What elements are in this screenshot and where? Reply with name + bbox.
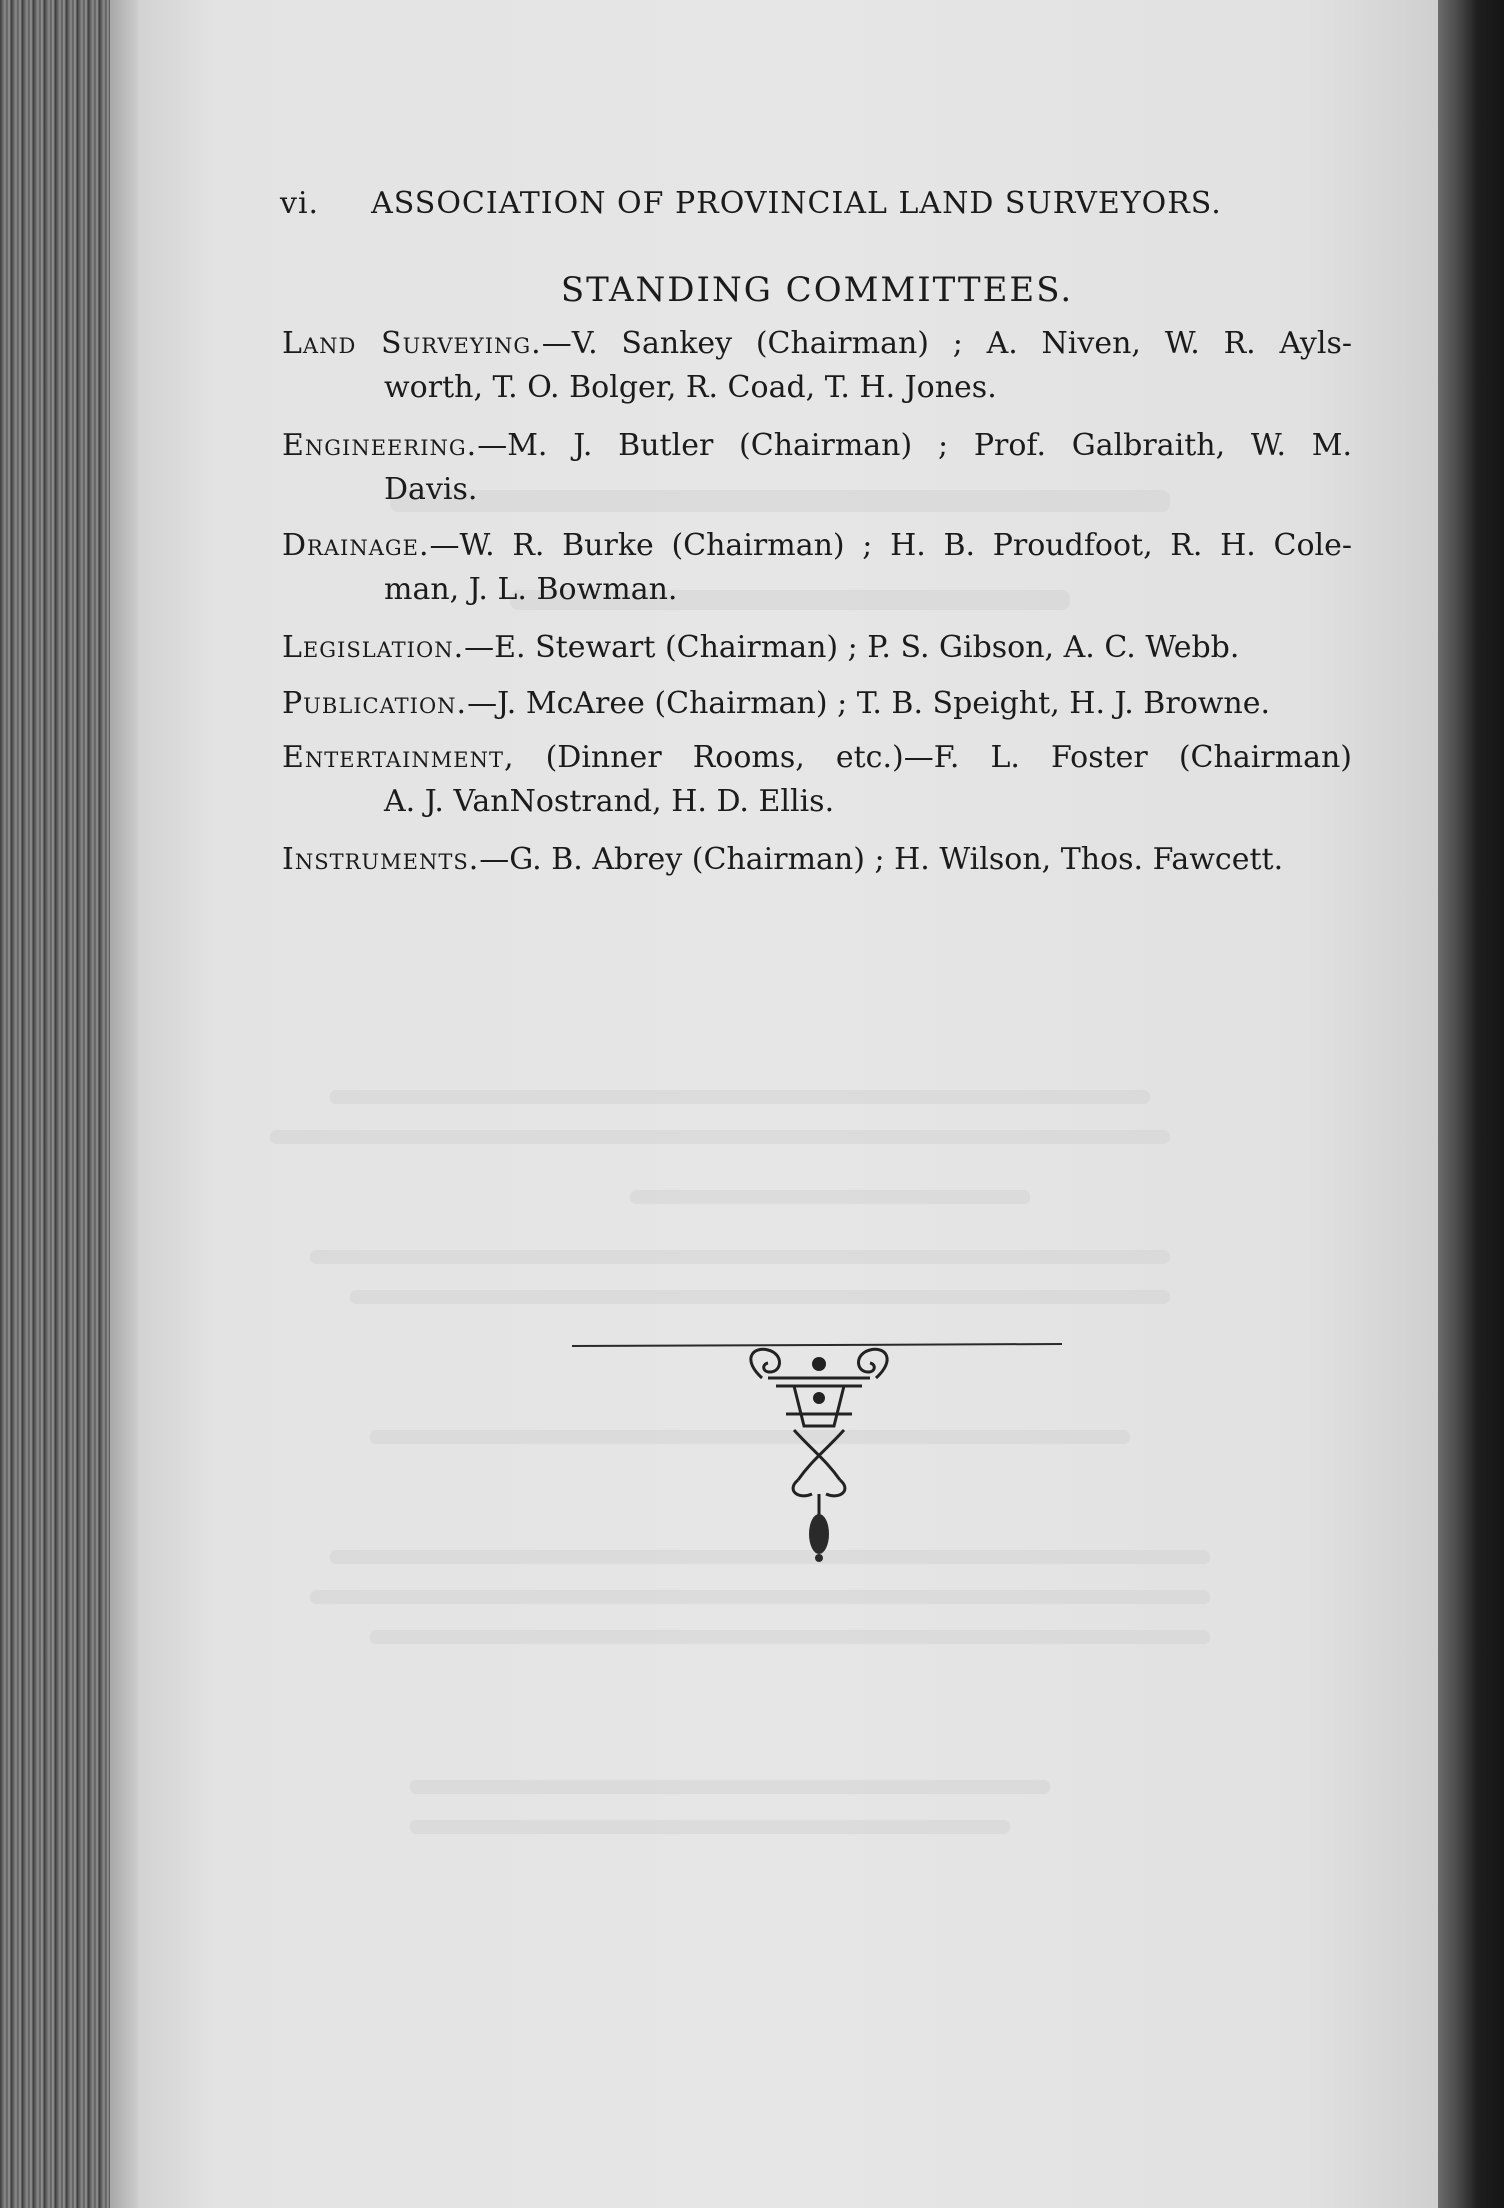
running-head-title: ASSOCIATION OF PROVINCIAL LAND SURVEYORS.	[371, 186, 1222, 221]
committee-name: Instruments.	[282, 842, 480, 877]
page-number: vi.	[280, 186, 320, 221]
stacked-page-edges	[0, 0, 140, 2208]
committee-entry-legislation	[282, 626, 1352, 670]
tailpiece-ornament-icon	[572, 1330, 1072, 1590]
book-binding-edge	[1438, 0, 1504, 2208]
committee-members: —V. Sankey (Chairman) ; A. Niven, W. R. Ayls-	[541, 326, 1352, 361]
committee-members-cont: Davis.	[384, 472, 478, 507]
committee-members-cont: A. J. VanNostrand, H. D. Ellis.	[384, 784, 835, 819]
section-title: STANDING COMMITTEES.	[560, 270, 1074, 310]
committee-name: Land Surveying.	[282, 326, 542, 361]
committee-members: —M. J. Butler (Chairman) ; Prof. Galbraith, W. M.	[477, 428, 1352, 463]
committee-entry-entertainment	[282, 736, 1352, 824]
committee-members: —W. R. Burke (Chairman) ; H. B. Proudfoot, R. H. Cole-	[429, 528, 1352, 563]
committee-members: —J. McAree (Chairman) ; T. B. Speight, H. J. Browne.	[467, 686, 1271, 721]
committee-members: —E. Stewart (Chairman) ; P. S. Gibson, A. C. Webb.	[464, 630, 1240, 665]
committee-members: (Dinner Rooms, etc.)—F. L. Foster (Chairman)	[514, 740, 1352, 775]
committee-name: Legislation.	[282, 630, 465, 665]
committee-name: Drainage.	[282, 528, 430, 563]
committee-entry-engineering	[282, 424, 1352, 512]
committee-entry-land-surveying	[282, 322, 1352, 410]
committee-entry-publication	[282, 682, 1352, 726]
committee-entry-drainage	[282, 524, 1352, 612]
committee-name: Entertainment,	[282, 740, 515, 775]
running-head	[280, 186, 1240, 221]
committee-name: Publication.	[282, 686, 468, 721]
committee-entry-instruments	[282, 838, 1352, 882]
committee-members: —G. B. Abrey (Chairman) ; H. Wilson, Thos. Fawcett.	[479, 842, 1284, 877]
committee-name: Engineering.	[282, 428, 478, 463]
committee-members-cont: man, J. L. Bowman.	[384, 572, 678, 607]
committee-members-cont: worth, T. O. Bolger, R. Coad, T. H. Jones.	[384, 370, 997, 405]
